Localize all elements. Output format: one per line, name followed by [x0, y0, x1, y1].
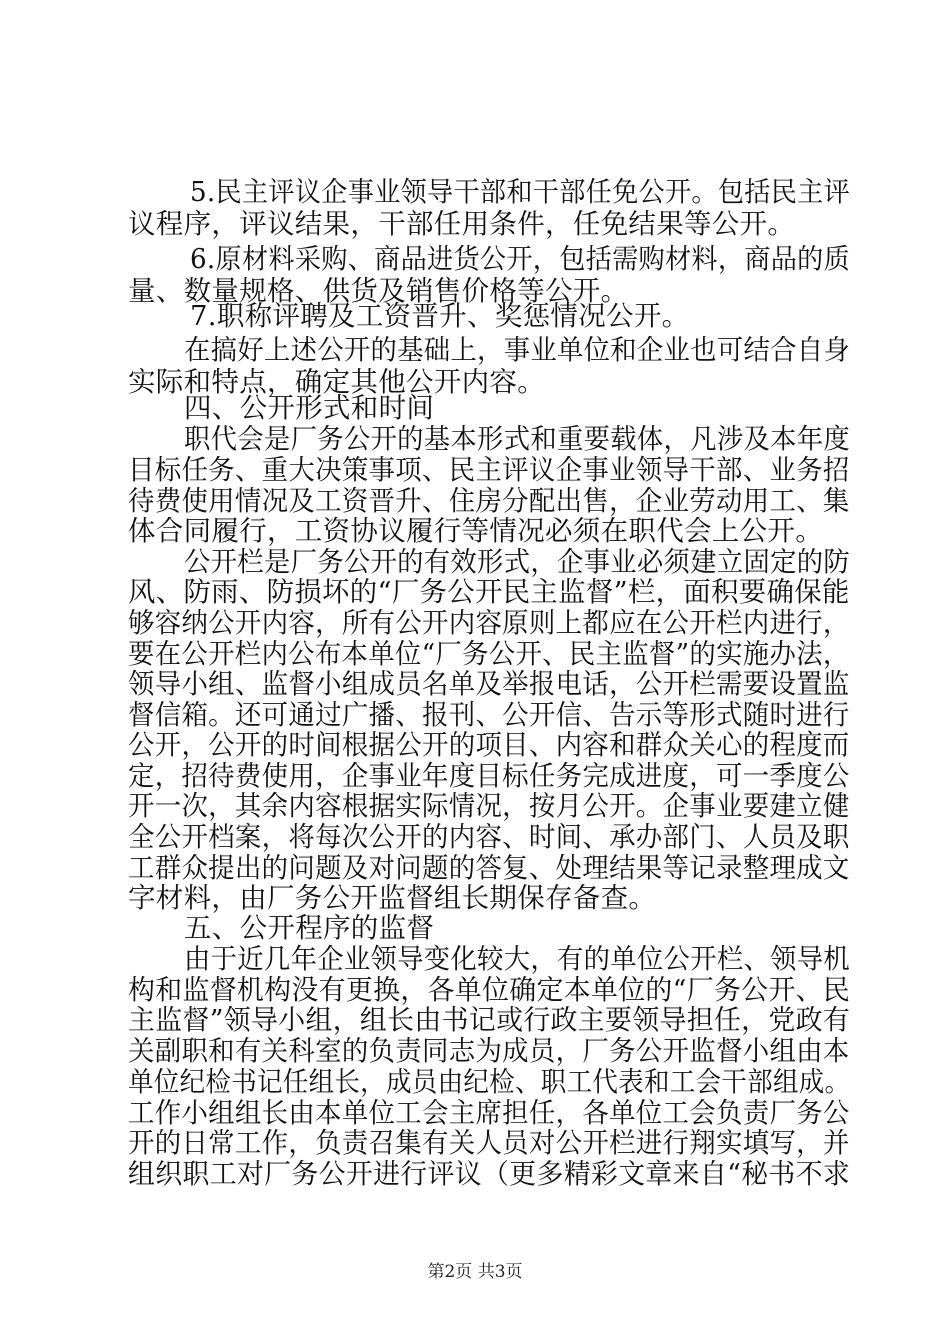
text-line: 量、数量规格、供货及销售价格等公开。 — [128, 275, 629, 307]
text-line: 主监督”领导小组，组长由书记或行政主要领导担任，党政有 — [128, 1004, 851, 1036]
text-line: 公开，公开的时间根据公开的项目、内容和群众关心的程度而 — [128, 729, 850, 761]
page-footer: 第2页 共3页 — [427, 1262, 523, 1282]
text-line: 组织职工对厂务公开进行评议（更多精彩文章来自“秘书不求 — [128, 1158, 851, 1190]
text-line: 待费使用情况及工资晋升、住房分配出售，企业劳动用工、集 — [128, 485, 850, 517]
text-line: 目标任务、重大决策事项、民主评议企事业领导干部、业务招 — [128, 454, 850, 486]
text-line: 全公开档案，将每次公开的内容、时间、承办部门、人员及职 — [128, 821, 850, 853]
text-line: 开的日常工作，负责召集有关人员对公开栏进行翔实填写，并 — [128, 1127, 850, 1159]
text-line: 7.职称评聘及工资晋升、奖惩情况公开。 — [190, 300, 690, 332]
text-line: 督信箱。还可通过广播、报刊、公开信、告示等形式随时进行 — [128, 699, 850, 731]
text-line: 议程序，评议结果，干部任用条件，任免结果等公开。 — [128, 208, 796, 240]
text-line: 公开栏是厂务公开的有效形式，企事业必须建立固定的防 — [184, 546, 851, 578]
text-line: 实际和特点，确定其他公开内容。 — [128, 366, 545, 398]
text-line: 由于近几年企业领导变化较大，有的单位公开栏、领导机 — [184, 943, 851, 975]
text-line: 构和监督机构没有更换，各单位确定本单位的“厂务公开、民 — [128, 974, 851, 1006]
text-line: 体合同履行，工资协议履行等情况必须在职代会上公开。 — [128, 515, 823, 547]
text-line: 风、防雨、防损坏的“厂务公开民主监督”栏，面积要确保能 — [128, 576, 850, 608]
text-line: 职代会是厂务公开的基本形式和重要载体，凡涉及本年度 — [184, 423, 851, 455]
text-line: 领导小组、监督小组成员名单及举报电话，公开栏需要设置监 — [128, 668, 850, 700]
text-line: 单位纪检书记任组长，成员由纪检、职工代表和工会干部组成。 — [128, 1066, 851, 1098]
section-heading: 五、公开程序的监督 — [184, 912, 435, 944]
text-line: 够容纳公开内容，所有公开内容原则上都应在公开栏内进行， — [128, 607, 850, 639]
text-line: 6.原材料采购、商品进货公开，包括需购材料，商品的质 — [190, 243, 851, 275]
text-line: 工作小组组长由本单位工会主席担任，各单位工会负责厂务公 — [128, 1097, 850, 1129]
text-line: 定，招待费使用，企事业年度目标任务完成进度，可一季度公 — [128, 760, 850, 792]
section-heading: 四、公开形式和时间 — [184, 392, 435, 424]
text-line: 开一次，其余内容根据实际情况，按月公开。企事业要建立健 — [128, 790, 850, 822]
text-line: 在搞好上述公开的基础上，事业单位和企业也可结合自身 — [184, 334, 851, 366]
text-line: 要在公开栏内公布本单位“厂务公开、民主监督”的实施办法， — [128, 638, 850, 670]
text-line: 5.民主评议企事业领导干部和干部任免公开。包括民主评 — [190, 176, 851, 208]
text-line: 关副职和有关科室的负责同志为成员，厂务公开监督小组由本 — [128, 1035, 850, 1067]
text-line: 工群众提出的问题及对问题的答复、处理结果等记录整理成文 — [128, 852, 850, 884]
text-line: 字材料，由厂务公开监督组长期保存备查。 — [128, 882, 657, 914]
